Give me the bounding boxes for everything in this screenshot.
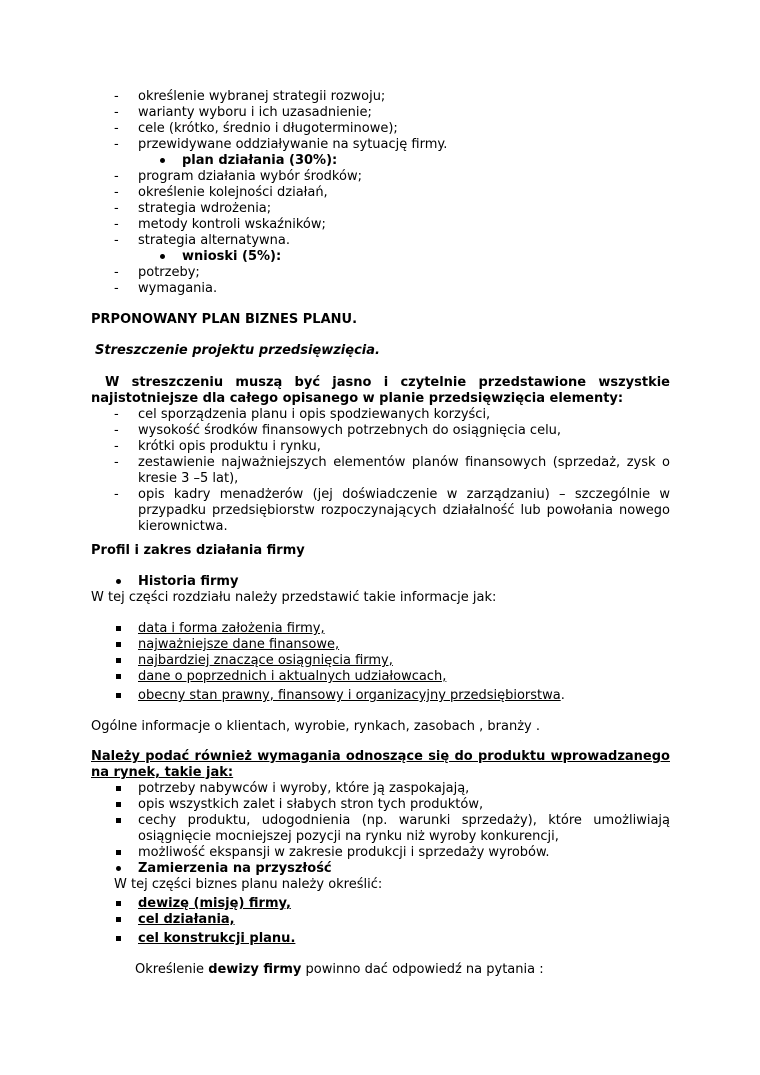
document-page: - określenie wybranej strategii rozwoju; - warianty wyboru i ich uzasadnienie; - cele (krótko, średnio i długoterminowe); - przewidywane oddziaływanie na sytuację firmy. plan działania (30%): - program działania wybór środków; - określenie kolejności działań, - strategia wdrożenia; - metody kontroli wskaźników; - strategia alternatywna. wnioski (5%): - potrzeby; - wymagania. PRPONOWANY PLAN BIZNES PLANU. Streszczenie projektu przedsięwzięcia. W streszczeniu muszą być jasno i czytelnie przedstawione wszystkie najistotniejsze dla całego opisanego w planie przedsięwzięcia elementy: - cel sporządzenia planu i opis spodziewanych korzyści, - wysokość środków finansowych potrzebnych do osiągnięcia celu, - krótki opis produktu i rynku, - zestawienie najważniejszych elementów planów finansowych (sprzedaż, zysk o kresie 3 –5 lat), - opis kadry menadżerów (jej doświadczenie w zarządzaniu) – szczególnie w przypadku przedsiębiorstw rozpoczynających działalność lub powołania nowego kierownictwa. Profil i zakres działania firmy Historia firmy W tej części rozdziału należy przedstawić takie informacje jak: data i forma założenia firmy, najważniejsze dane finansowe, najbardziej znaczące osiągnięcia firmy, dane o poprzednich i aktualnych udziałowcach, obecny stan prawny, finansowy i organizacyjny przedsiębiorstwa. Ogólne informacje o klientach, wyrobie, rynkach, zasobach , branży . Należy podać również wymagania odnoszące się do produktu wprowadzanego na rynek, takie jak: potrzeby nabywców i wyroby, które ją zaspokajają, opis wszystkich zalet i słabych stron tych produktów, cechy produktu, udogodnienia (np. warunki sprzedaży), które umożliwiają osiągnięcie mocniejszej pozycji na rynku niż wyroby konkurencji, możliwość ekspansji w zakresie produkcji i sprzedaży wyrobów. Zamierzenia na przyszłość W tej części biznes planu należy określić: dewizę (misję) firmy, cel działania, cel konstrukcji planu. Określenie dewizy firmy powinno dać odpowiedź na pytania : [91, 89, 670, 977]
list-item-text: program działania wybór środków; [138, 169, 362, 184]
square-bullet-icon [116, 658, 121, 663]
motto-sentence [135, 962, 544, 978]
summary-intro-line-1: W streszczeniu muszą być jasno i czytelnie przedstawione wszystkie [105, 375, 670, 390]
list-item-text: zestawienie najważniejszych elementów planów finansowych (sprzedaż, zysk o [138, 455, 670, 470]
list-item-text: opis wszystkich zalet i słabych stron tych produktów, [138, 797, 484, 812]
list-item-text: określenie wybranej strategii rozwoju; [138, 89, 386, 104]
list-item-text: kierownictwa. [138, 519, 228, 534]
square-bullet-icon [116, 674, 121, 679]
list-item-text: wysokość środków finansowych potrzebnych do osiągnięcia celu, [138, 423, 562, 438]
list-item-text: metody kontroli wskaźników; [138, 217, 326, 232]
square-bullet-icon [116, 802, 121, 807]
list-item-text: cel działania, [138, 912, 235, 927]
square-bullet-icon [116, 693, 121, 698]
list-item-text: najbardziej znaczące osiągnięcia firmy, [138, 653, 393, 668]
list-item-text: strategia wdrożenia; [138, 201, 272, 216]
list-item-text: osiągnięcie mocniejszej pozycji na rynku niż wyroby konkurencji, [138, 829, 559, 844]
square-bullet-icon [116, 626, 121, 631]
list-item-text: cel konstrukcji planu. [138, 931, 296, 946]
list-item-text: obecny stan prawny, finansowy i organizacyjny przedsiębiorstwa [138, 688, 561, 703]
list-item-text: cel sporządzenia planu i opis spodziewanych korzyści, [138, 407, 491, 422]
future-heading: Zamierzenia na przyszłość [138, 861, 332, 876]
bullet-icon [160, 158, 165, 163]
list-item-text: kresie 3 –5 lat), [138, 471, 239, 486]
list-item-text: określenie kolejności działań, [138, 185, 328, 200]
motto-post: powinno dać odpowiedź na pytania : [301, 962, 544, 977]
square-bullet-icon [116, 642, 121, 647]
wnioski-heading: wnioski (5%): [182, 249, 282, 264]
plan-heading: plan działania (30%): [182, 153, 338, 168]
future-intro: W tej części biznes planu należy określić: [114, 877, 383, 892]
list-item-text: cele (krótko, średnio i długoterminowe); [138, 121, 398, 136]
summary-title: Streszczenie projektu przedsięwzięcia. [95, 343, 380, 358]
summary-intro-line-2: najistotniejsze dla całego opisanego w planie przedsięwzięcia elementy: [91, 391, 624, 406]
list-item-text: strategia alternatywna. [138, 233, 290, 248]
list-item-text: dewizę (misję) firmy, [138, 896, 291, 911]
square-bullet-icon [116, 850, 121, 855]
list-item-text: opis kadry menadżerów (jej doświadczenie w zarządzaniu) – szczególnie w [138, 487, 670, 502]
square-bullet-icon [116, 917, 121, 922]
square-bullet-icon [116, 936, 121, 941]
list-item-text: możliwość ekspansji w zakresie produkcji i sprzedaży wyrobów. [138, 845, 550, 860]
list-item-text: potrzeby nabywców i wyroby, które ją zaspokajają, [138, 781, 470, 796]
bullet-icon [160, 254, 165, 259]
product-requirements-line-1: Należy podać również wymagania odnoszące się do produktu wprowadzanego [91, 749, 670, 764]
history-intro: W tej części rozdziału należy przedstawić takie informacje jak: [91, 590, 497, 605]
list-item-text: przypadku przedsiębiorstw rozpoczynających działalność lub powołania nowego [138, 503, 670, 518]
square-bullet-icon [116, 901, 121, 906]
bullet-icon [116, 579, 121, 584]
motto-bold: dewizy firmy [208, 962, 302, 977]
list-item-text: przewidywane oddziaływanie na sytuację firmy. [138, 137, 448, 152]
square-bullet-icon [116, 786, 121, 791]
list-item-text: data i forma założenia firmy, [138, 621, 325, 636]
product-requirements-line-2: na rynek, takie jak: [91, 765, 234, 780]
list-item-text: warianty wyboru i ich uzasadnienie; [138, 105, 372, 120]
profile-title: Profil i zakres działania firmy [91, 543, 305, 558]
history-heading: Historia firmy [138, 574, 239, 589]
motto-pre: Określenie [135, 962, 209, 977]
section-title: PRPONOWANY PLAN BIZNES PLANU. [91, 312, 358, 327]
square-bullet-icon [116, 818, 121, 823]
list-item-text: dane o poprzednich i aktualnych udziałowcach, [138, 669, 447, 684]
list-item-suffix: . [560, 688, 565, 703]
general-info: Ogólne informacje o klientach, wyrobie, rynkach, zasobach , branży . [91, 719, 540, 734]
list-item-text: wymagania. [138, 281, 218, 296]
list-item-text: potrzeby; [138, 265, 200, 280]
list-item-text: krótki opis produktu i rynku, [138, 439, 321, 454]
list-item-text: najważniejsze dane finansowe, [138, 637, 340, 652]
bullet-icon [116, 866, 121, 871]
list-item-text: cechy produktu, udogodnienia (np. warunki sprzedaży), które umożliwiają [138, 813, 670, 828]
